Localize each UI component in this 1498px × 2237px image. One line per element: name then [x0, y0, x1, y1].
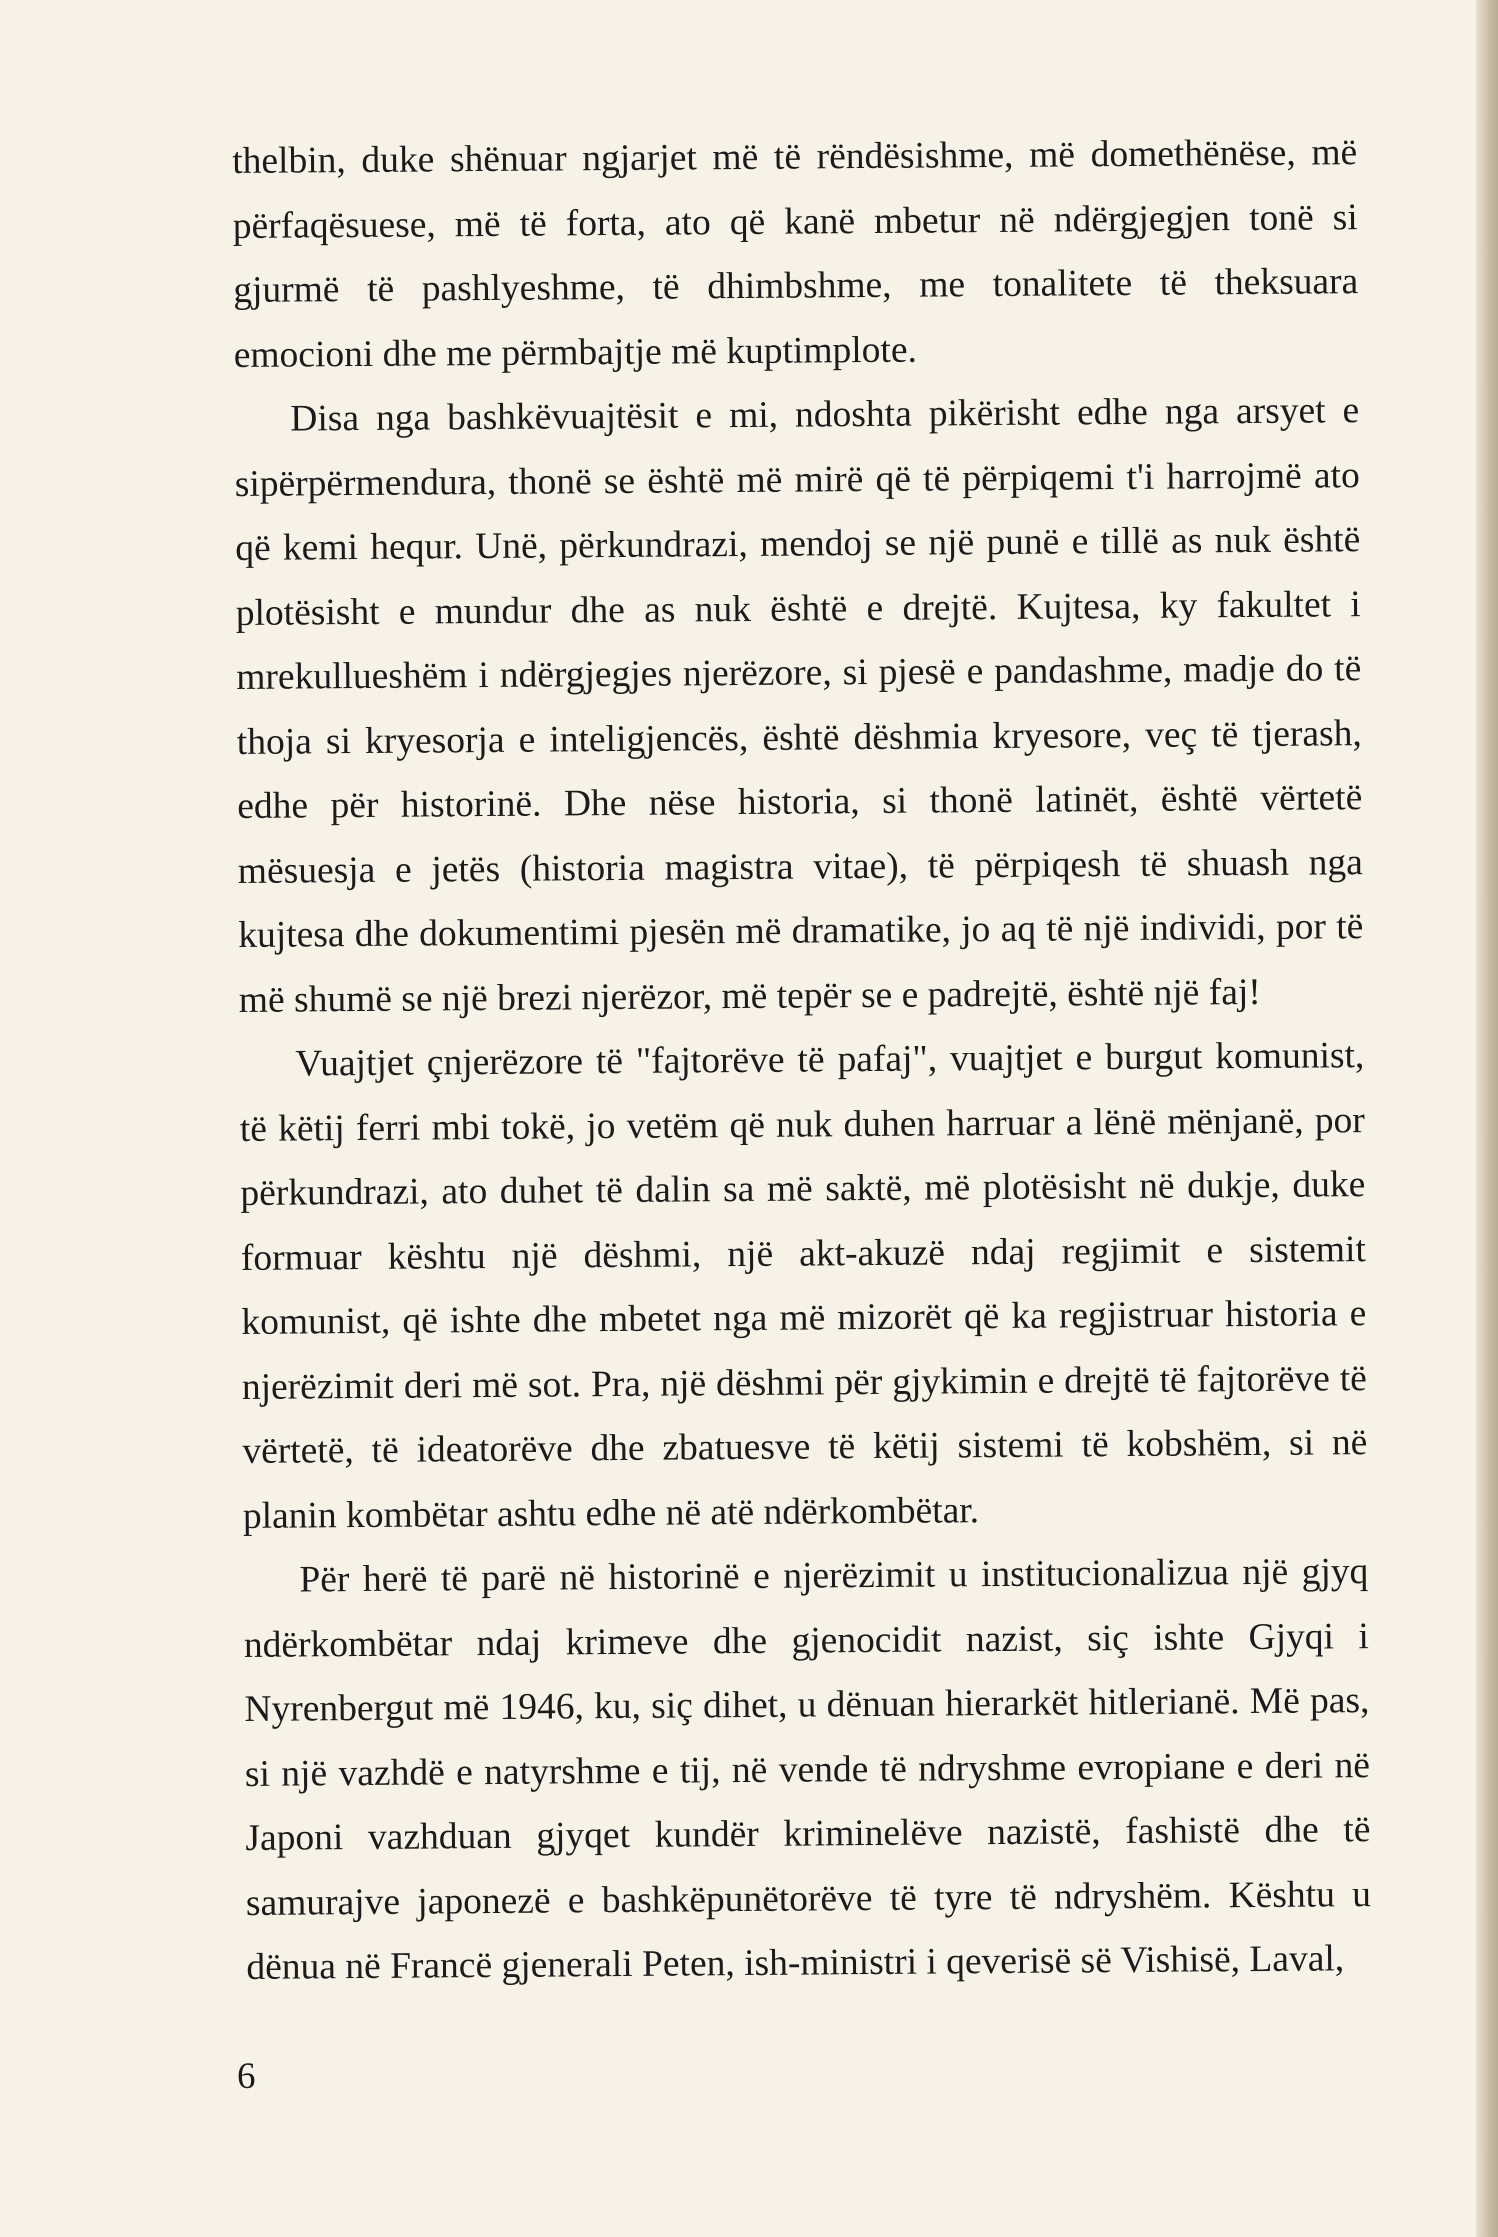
paragraph: Për herë të parë në historinë e njerëzimit u institucionalizua një gjyq ndërkombëtar ndaj krimeve dhe gjenocidit nazist, siç ishte Gjyqi i Nyrenbergut më 1946, ku, siç dihet, u dënuan hierarkët hitlerianë. Më pas, si një vazhdë e natyrshme e tij, në vende të ndryshme evropiane e deri në Japoni vazhduan gjyqet kundër kriminelëve nazistë, fashistë dhe të samurajve japonezë e bashkëpunëtorëve të tyre të ndryshëm. Kështu u dënua në Francë gjenerali Peten, ish-ministri i qeverisë së Vishisë, Laval, [243, 1551, 1372, 1988]
paragraph-continued: thelbin, duke shënuar ngjarjet më të rëndësishme, më domethënëse, më përfaqësuese, më të forta, ato që kanë mbetur në ndërgjegjen tonë si gjurmë të pashlyeshme, të dhimbshme, me tonalitete të theksuara emocioni dhe me përmbajtje më kuptimplote. [232, 132, 1359, 376]
page-binding-edge [1476, 0, 1498, 2237]
paragraph: Disa nga bashkëvuajtësit e mi, ndoshta pikërisht edhe nga arsyet e sipërpërmendura, thonë se është më mirë që të përpiqemi t'i harrojmë ato që kemi hequr. Unë, përkundrazi, mendoj se një punë e tillë as nuk është plotësisht e mundur dhe as nuk është e drejtë. Kujtesa, ky fakultet i mrekullueshëm i ndërgjegjes njerëzore, si pjesë e pandashme, madje do të thoja si kryesorja e inteligjencës, është dëshmia kryesore, veç të tjerash, edhe për historinë. Dhe nëse historia, si thonë latinët, është vërtetë mësuesja e jetës (historia magistra vitae), të përpiqesh të shuash nga kujtesa dhe dokumentimi pjesën më dramatike, jo aq të një individi, por të më shumë se një brezi njerëzor, më tepër se e padrejtë, është një faj! [234, 390, 1364, 1021]
paragraph: Vuajtjet çnjerëzore të "fajtorëve të pafaj", vuajtjet e burgut komunist, të këtij ferri mbi tokë, jo vetëm që nuk duhen harruar a lënë mënjanë, por përkundrazi, ato duhet të dalin sa më saktë, më plotësisht në dukje, duke formuar kështu një dëshmi, një akt-akuzë ndaj regjimit e sistemit komunist, që ishte dhe mbetet nga më mizorët që ka regjistruar historia e njerëzimit deri më sot. Pra, një dëshmi për gjykimin e drejtë të fajtorëve të vërtetë, të ideatorëve dhe zbatuesve të këtij sistemi të kobshëm, si në planin kombëtar ashtu edhe në atë ndërkombëtar. [239, 1035, 1368, 1537]
body-text [232, 121, 1372, 2000]
page-number: 6 [237, 2056, 256, 2097]
